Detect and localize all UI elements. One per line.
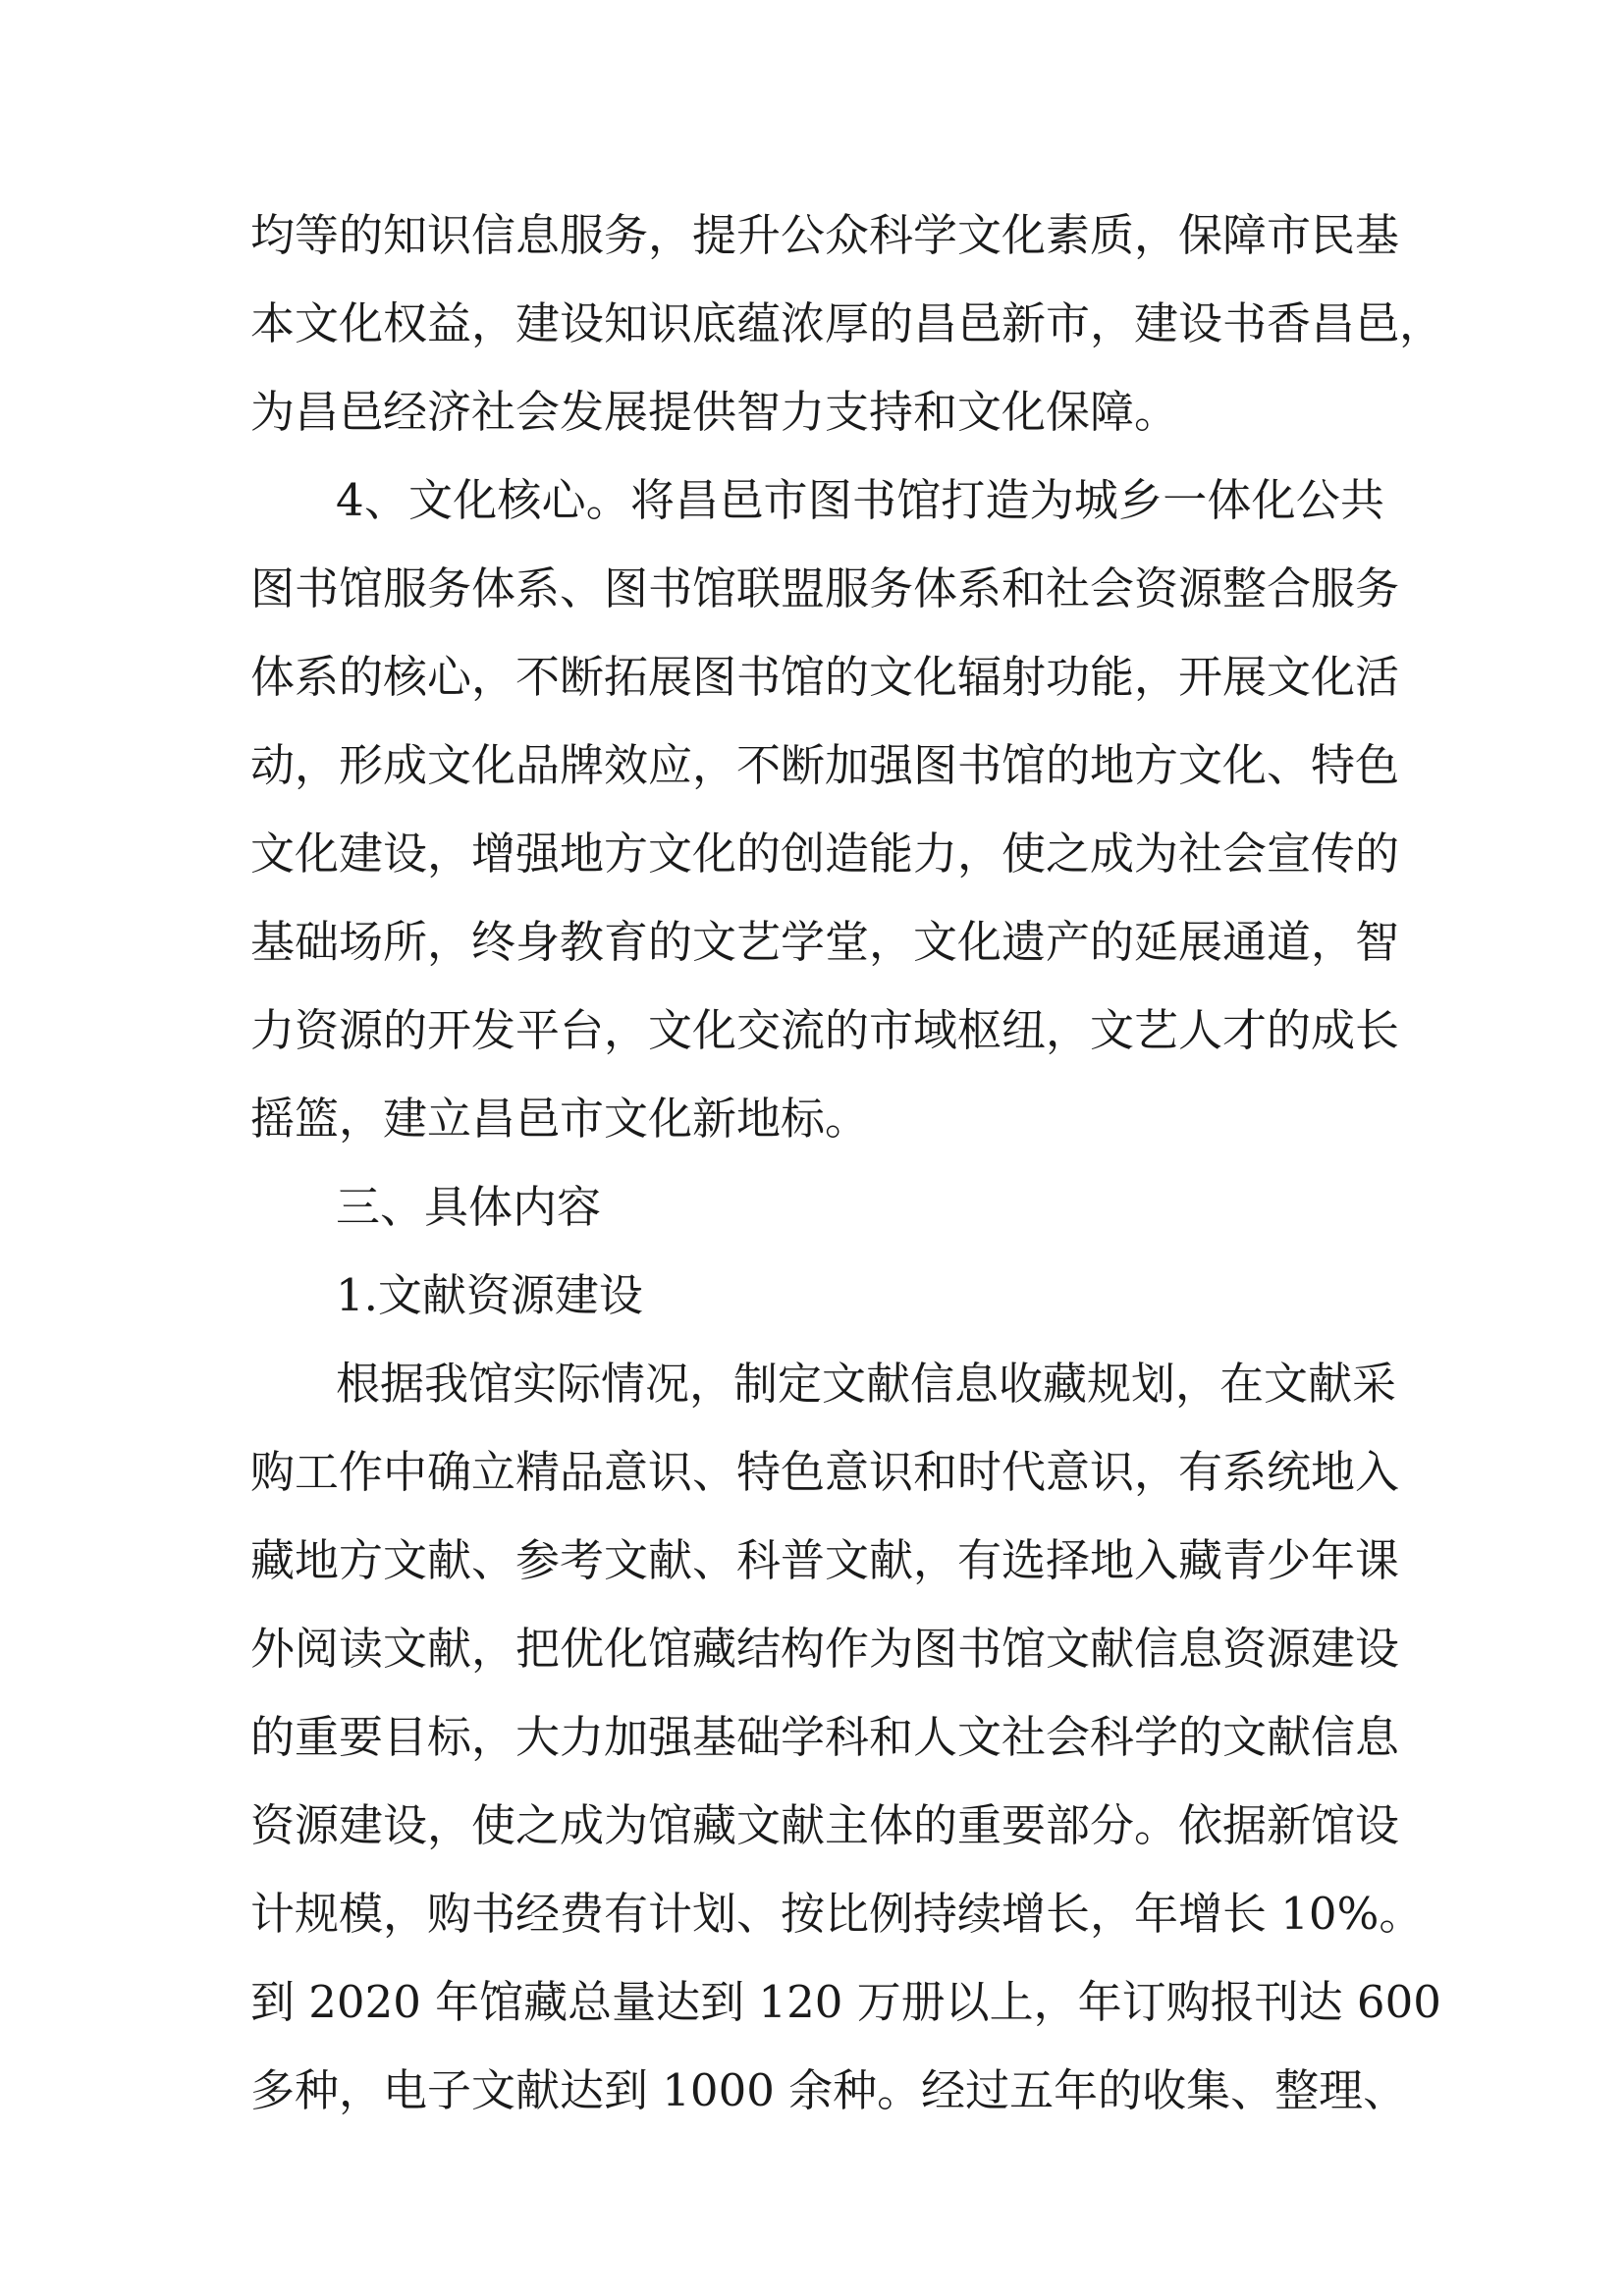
body-text-line: 外阅读文献，把优化馆藏结构作为图书馆文献信息资源建设	[250, 1623, 1400, 1675]
body-text-line: 计规模，购书经费有计划、按比例持续增长，年增长 10%。	[250, 1888, 1424, 1940]
body-text-line: 为昌邑经济社会发展提供智力支持和文化保障。	[250, 386, 1179, 438]
body-text-line: 多种，电子文献达到 1000 余种。经过五年的收集、整理、	[250, 2064, 1408, 2116]
body-text-line: 到 2020 年馆藏总量达到 120 万册以上，年订购报刊达 600	[250, 1976, 1441, 2028]
body-text-line: 购工作中确立精品意识、特色意识和时代意识，有系统地入	[250, 1446, 1400, 1498]
paragraph-first-line: 4、文化核心。将昌邑市图书馆打造为城乡一体化公共	[336, 474, 1384, 526]
paragraph-first-line: 根据我馆实际情况，制定文献信息收藏规划，在文献采	[336, 1358, 1397, 1410]
body-text-line: 基础场所，终身教育的文艺学堂，文化遗产的延展通道，智	[250, 916, 1400, 968]
body-text-line: 的重要目标，大力加强基础学科和人文社会科学的文献信息	[250, 1711, 1400, 1763]
subsection-heading: 1.文献资源建设	[336, 1269, 643, 1321]
body-text-line: 体系的核心，不断拓展图书馆的文化辐射功能，开展文化活	[250, 651, 1400, 703]
body-text-line: 图书馆服务体系、图书馆联盟服务体系和社会资源整合服务	[250, 562, 1400, 614]
body-text-line: 动，形成文化品牌效应，不断加强图书馆的地方文化、特色	[250, 739, 1400, 791]
body-text-line: 均等的知识信息服务，提升公众科学文化素质，保障市民基	[250, 209, 1400, 261]
body-text-line: 文化建设，增强地方文化的创造能力，使之成为社会宣传的	[250, 828, 1400, 880]
body-text-line: 本文化权益，建设知识底蕴浓厚的昌邑新市，建设书香昌邑，	[250, 297, 1444, 349]
body-text-line: 资源建设，使之成为馆藏文献主体的重要部分。依据新馆设	[250, 1799, 1400, 1851]
body-text-line: 力资源的开发平台，文化交流的市域枢纽，文艺人才的成长	[250, 1004, 1400, 1056]
body-text-line: 藏地方文献、参考文献、科普文献，有选择地入藏青少年课	[250, 1534, 1400, 1586]
section-heading: 三、具体内容	[336, 1181, 602, 1233]
body-text-line: 摇篮，建立昌邑市文化新地标。	[250, 1093, 870, 1145]
